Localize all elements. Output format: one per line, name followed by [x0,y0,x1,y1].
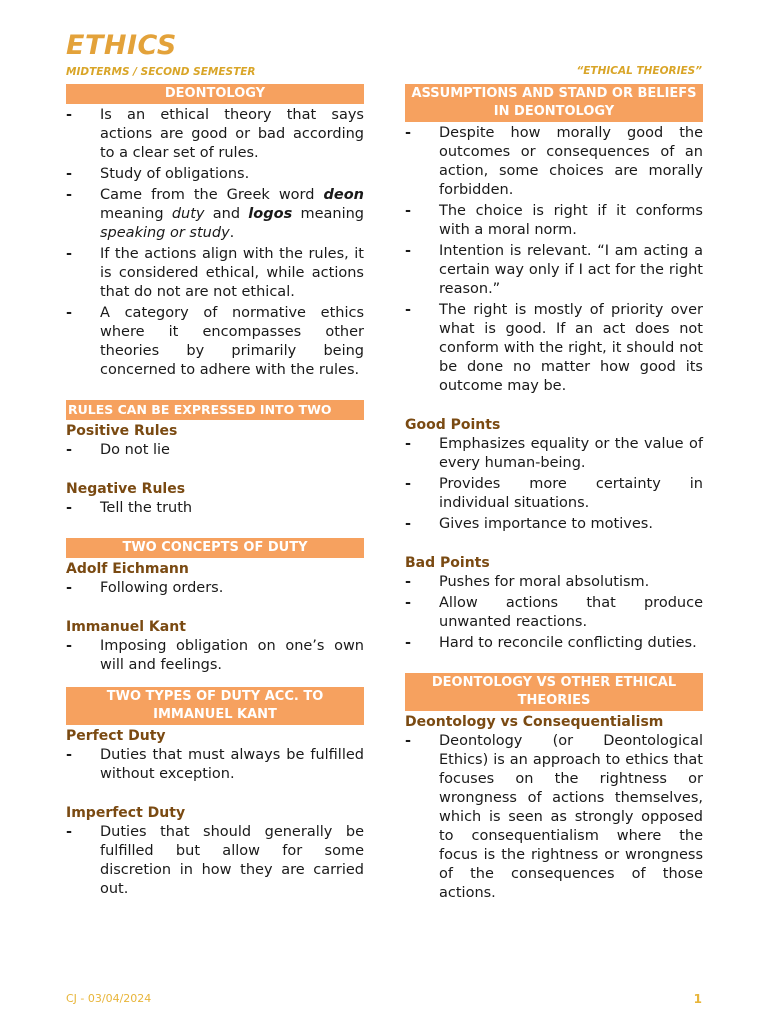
imperfect-duty-label: Imperfect Duty [66,805,186,821]
list-item: - Is an ethical theory that says actions are good or bad according to a clear set of rules. [66,107,364,161]
negative-rules-label: Negative Rules [66,481,186,497]
list-item: - Study of obligations. [66,166,250,182]
right-column [405,84,703,905]
list-item: - Duties that must always be fulfilled without exception. [66,747,364,782]
section-heading-duty-types: TWO TYPES OF DUTY ACC. TO IMMANUEL KANT [66,687,364,725]
page-number: 1 [693,992,702,1006]
consequentialism-label: Deontology vs Consequentialism [405,714,664,730]
list-item: - Emphasizes equality or the value of every human-being. [405,436,703,471]
list-item: - Intention is relevant. “I am acting a certain way only if I act for the right reason.” [405,243,703,297]
list-item: - Following orders. [66,580,224,596]
list-item: - Do not lie [66,442,170,458]
positive-rules-label: Positive Rules [66,423,178,439]
good-points-label: Good Points [405,417,501,433]
list-item: - Tell the truth [66,500,193,516]
document-title: ETHICS [66,30,177,61]
perfect-duty-label: Perfect Duty [66,728,166,744]
list-item: - A category of normative ethics where it encompasses other theories by primarily being concerned to adhere with the rules. [66,305,364,378]
list-item: - Duties that should generally be fulfilled but allow for some discretion in how they are carried out. [66,824,364,897]
kant-label: Immanuel Kant [66,619,186,635]
document-topic: “ETHICAL THEORIES” [576,65,702,77]
list-item: - The choice is right if it conforms with a moral norm. [405,203,703,238]
list-item: - Pushes for moral absolutism. [405,574,650,590]
list-item: - Provides more certainty in individual situations. [405,476,703,511]
list-item: - Came from the Greek word deon meaning duty and logos meaning speaking or study. [66,187,365,241]
section-heading-rules: RULES CAN BE EXPRESSED INTO TWO [66,400,364,420]
list-item: - Imposing obligation on one’s own will and feelings. [66,638,364,673]
list-item: - Allow actions that produce unwanted reactions. [405,595,703,630]
section-heading-comparison: DEONTOLOGY VS OTHER ETHICAL THEORIES [405,673,703,711]
list-item: - Hard to reconcile conflicting duties. [405,635,697,651]
list-item: - If the actions align with the rules, it is considered ethical, while actions that do not are not ethical. [66,246,364,300]
eichmann-label: Adolf Eichmann [66,561,189,577]
bad-points-label: Bad Points [405,555,490,571]
section-heading-assumptions: ASSUMPTIONS AND STAND OR BELIEFS IN DEONTOLOGY [405,84,703,122]
document-subtitle: MIDTERMS / SECOND SEMESTER [66,66,256,78]
section-heading-duty-concepts: TWO CONCEPTS OF DUTY [66,538,364,558]
list-item: - Despite how morally good the outcomes or consequences of an action, some choices are morally forbidden. [405,125,703,198]
list-item: - The right is mostly of priority over what is good. If an act does not conform with the right, it should not be done no matter how good its outcome may be. [405,302,703,394]
section-heading-deontology: DEONTOLOGY [66,84,364,104]
footer-author-date: CJ - 03/04/2024 [66,992,152,1005]
list-item: - Deontology (or Deontological Ethics) is an approach to ethics that focuses on the rightness or wrongness of actions themselves, which is seen as strongly opposed to consequentialism where the focus is the rightness or wrongness of the consequences of those actions. [405,733,703,901]
left-column [66,84,364,901]
list-item: - Gives importance to motives. [405,516,653,532]
